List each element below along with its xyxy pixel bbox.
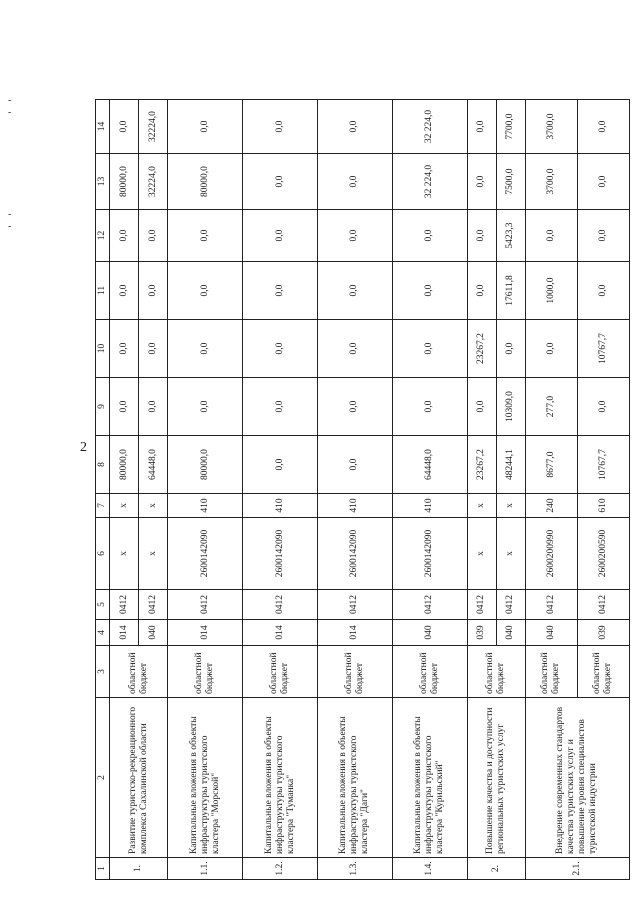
col-header: 10 <box>96 320 110 378</box>
cell: 0,0 <box>392 378 467 436</box>
cell: 410 <box>243 494 318 518</box>
col-header: 5 <box>96 590 110 620</box>
cell: 0,0 <box>110 320 139 378</box>
cell: 0412 <box>139 590 168 620</box>
col-header: 7 <box>96 494 110 518</box>
cell: 610 <box>577 494 629 518</box>
cell: 2600142090 <box>392 518 467 590</box>
cell: 0,0 <box>110 100 139 154</box>
cell: 0,0 <box>392 320 467 378</box>
row-name: Повышение качества и доступности региональных туристских услуг <box>467 698 525 858</box>
cell: 0412 <box>496 590 525 620</box>
cell: x <box>467 518 496 590</box>
cell: x <box>496 494 525 518</box>
cell: 32224,0 <box>139 100 168 154</box>
cell: 48244,1 <box>496 436 525 494</box>
col-header: 13 <box>96 154 110 210</box>
row-name: Внедрение современных стандартов качества туристских услуг и повышение уровня специалистов туристской индустрии <box>525 698 629 858</box>
row-number: 1.1. <box>168 858 243 880</box>
cell: 040 <box>392 620 467 646</box>
table-row <box>467 100 496 880</box>
cell: 64448,0 <box>392 436 467 494</box>
cell: 0,0 <box>317 210 392 262</box>
cell: 7500,0 <box>496 154 525 210</box>
cell: 0,0 <box>243 262 318 320</box>
cell: 23267,2 <box>467 320 496 378</box>
row-number: 1.2. <box>243 858 318 880</box>
cell: 64448,0 <box>139 436 168 494</box>
cell: 0,0 <box>496 320 525 378</box>
cell: 014 <box>243 620 318 646</box>
col-header: 14 <box>96 100 110 154</box>
table-row <box>317 100 392 880</box>
cell: 0412 <box>168 590 243 620</box>
cell: 0412 <box>317 590 392 620</box>
cell: 0,0 <box>467 154 496 210</box>
margin-mark: - <box>8 107 12 118</box>
cell: 10767,7 <box>577 436 629 494</box>
cell: 0,0 <box>317 436 392 494</box>
cell: 80000,0 <box>110 436 139 494</box>
cell: 0,0 <box>110 378 139 436</box>
row-budget: областной бюджет <box>317 646 392 698</box>
row-budget: областной бюджет <box>110 646 168 698</box>
col-header: 3 <box>96 646 110 698</box>
cell: 039 <box>467 620 496 646</box>
cell: 0,0 <box>168 100 243 154</box>
cell: 0,0 <box>392 210 467 262</box>
margin-mark: - <box>8 221 12 232</box>
cell: 2600142090 <box>317 518 392 590</box>
cell: 0,0 <box>139 378 168 436</box>
page-number: 2 <box>80 440 87 455</box>
col-header: 6 <box>96 518 110 590</box>
row-number: 1.4. <box>392 858 467 880</box>
cell: x <box>139 518 168 590</box>
row-name: Развитие туристско-рекреационного комплекса Сахалинской области <box>110 698 168 858</box>
cell: 039 <box>577 620 629 646</box>
table-row <box>525 100 577 880</box>
cell: 0,0 <box>467 210 496 262</box>
cell: x <box>467 494 496 518</box>
cell: 0,0 <box>317 262 392 320</box>
cell: 0412 <box>577 590 629 620</box>
cell: 0,0 <box>243 436 318 494</box>
cell: 0,0 <box>110 210 139 262</box>
row-name: Капитальные вложения в объекты инфраструктуры туристского кластера "Курильский" <box>392 698 467 858</box>
cell: x <box>139 494 168 518</box>
margin-marks <box>8 95 11 233</box>
cell: 0,0 <box>139 262 168 320</box>
row-name: Капитальные вложения в объекты инфраструктуры туристского кластера "Туманка" <box>243 698 318 858</box>
cell: x <box>496 518 525 590</box>
col-header: 9 <box>96 378 110 436</box>
cell: x <box>110 494 139 518</box>
cell: 80000,0 <box>110 154 139 210</box>
cell: 3700,0 <box>525 154 577 210</box>
cell: 2600142090 <box>168 518 243 590</box>
cell: 8677,0 <box>525 436 577 494</box>
table-row <box>168 100 243 880</box>
cell: 0412 <box>467 590 496 620</box>
cell: 10309,0 <box>496 378 525 436</box>
cell: 0,0 <box>243 210 318 262</box>
cell: 0,0 <box>317 320 392 378</box>
cell: 2600200590 <box>577 518 629 590</box>
row-number: 2. <box>467 858 525 880</box>
cell: 32 224,0 <box>392 100 467 154</box>
cell: 0,0 <box>168 378 243 436</box>
col-header: 11 <box>96 262 110 320</box>
cell: 0,0 <box>577 154 629 210</box>
cell: 0,0 <box>525 210 577 262</box>
cell: 0,0 <box>577 262 629 320</box>
cell: 0,0 <box>467 100 496 154</box>
cell: 1000,0 <box>525 262 577 320</box>
cell: 2600200990 <box>525 518 577 590</box>
cell: 0,0 <box>317 154 392 210</box>
cell: 0,0 <box>577 210 629 262</box>
cell: 0,0 <box>317 378 392 436</box>
cell: 410 <box>317 494 392 518</box>
cell: 240 <box>525 494 577 518</box>
cell: 0412 <box>392 590 467 620</box>
col-header: 8 <box>96 436 110 494</box>
table-row <box>243 100 318 880</box>
cell: 0412 <box>525 590 577 620</box>
row-number: 1.3. <box>317 858 392 880</box>
budget-table <box>95 99 630 880</box>
cell: 0,0 <box>467 378 496 436</box>
cell: 040 <box>139 620 168 646</box>
cell: 277,0 <box>525 378 577 436</box>
row-name: Капитальные вложения в объекты инфраструктуры туристского кластера "Даги" <box>317 698 392 858</box>
row-budget: областной бюджет <box>243 646 318 698</box>
cell: 410 <box>168 494 243 518</box>
col-header: 1 <box>96 858 110 880</box>
cell: 0,0 <box>243 378 318 436</box>
col-header: 2 <box>96 698 110 858</box>
row-number: 1. <box>110 858 168 880</box>
cell: 0,0 <box>168 320 243 378</box>
cell: 040 <box>496 620 525 646</box>
cell: 0,0 <box>243 154 318 210</box>
margin-mark: - <box>8 95 12 106</box>
cell: 014 <box>168 620 243 646</box>
cell: 410 <box>392 494 467 518</box>
row-budget: областной бюджет <box>525 646 577 698</box>
cell: 0,0 <box>243 100 318 154</box>
row-budget: областной бюджет <box>392 646 467 698</box>
cell: 23267,2 <box>467 436 496 494</box>
cell: 0,0 <box>139 210 168 262</box>
cell: 0,0 <box>525 320 577 378</box>
cell: 32 224,0 <box>392 154 467 210</box>
row-number: 2.1. <box>525 858 629 880</box>
row-budget: областной бюджет <box>168 646 243 698</box>
cell: 80000,0 <box>168 436 243 494</box>
table-row <box>110 100 139 880</box>
row-budget: областной бюджет <box>577 646 629 698</box>
cell: 10767,7 <box>577 320 629 378</box>
cell: 17611,8 <box>496 262 525 320</box>
margin-mark: - <box>8 209 12 220</box>
cell: 0,0 <box>168 262 243 320</box>
cell: 0,0 <box>139 320 168 378</box>
cell: 0,0 <box>317 100 392 154</box>
cell: 0412 <box>110 590 139 620</box>
col-header: 12 <box>96 210 110 262</box>
cell: 0412 <box>243 590 318 620</box>
cell: 0,0 <box>467 262 496 320</box>
cell: 80000,0 <box>168 154 243 210</box>
cell: 7700,0 <box>496 100 525 154</box>
cell: 014 <box>110 620 139 646</box>
cell: 2600142090 <box>243 518 318 590</box>
cell: 32224,0 <box>139 154 168 210</box>
cell: 0,0 <box>110 262 139 320</box>
header-row <box>96 100 110 880</box>
cell: 5423,3 <box>496 210 525 262</box>
row-name: Капитальные вложения в объекты инфраструктуры туристского кластера "Морской" <box>168 698 243 858</box>
row-budget: областной бюджет <box>467 646 525 698</box>
cell: 040 <box>525 620 577 646</box>
table-row <box>392 100 467 880</box>
rotated-table-container <box>95 100 630 880</box>
cell: 0,0 <box>392 262 467 320</box>
cell: 0,0 <box>243 320 318 378</box>
cell: 0,0 <box>168 210 243 262</box>
cell: 0,0 <box>577 100 629 154</box>
cell: 3700,0 <box>525 100 577 154</box>
col-header: 4 <box>96 620 110 646</box>
cell: x <box>110 518 139 590</box>
cell: 0,0 <box>577 378 629 436</box>
cell: 014 <box>317 620 392 646</box>
